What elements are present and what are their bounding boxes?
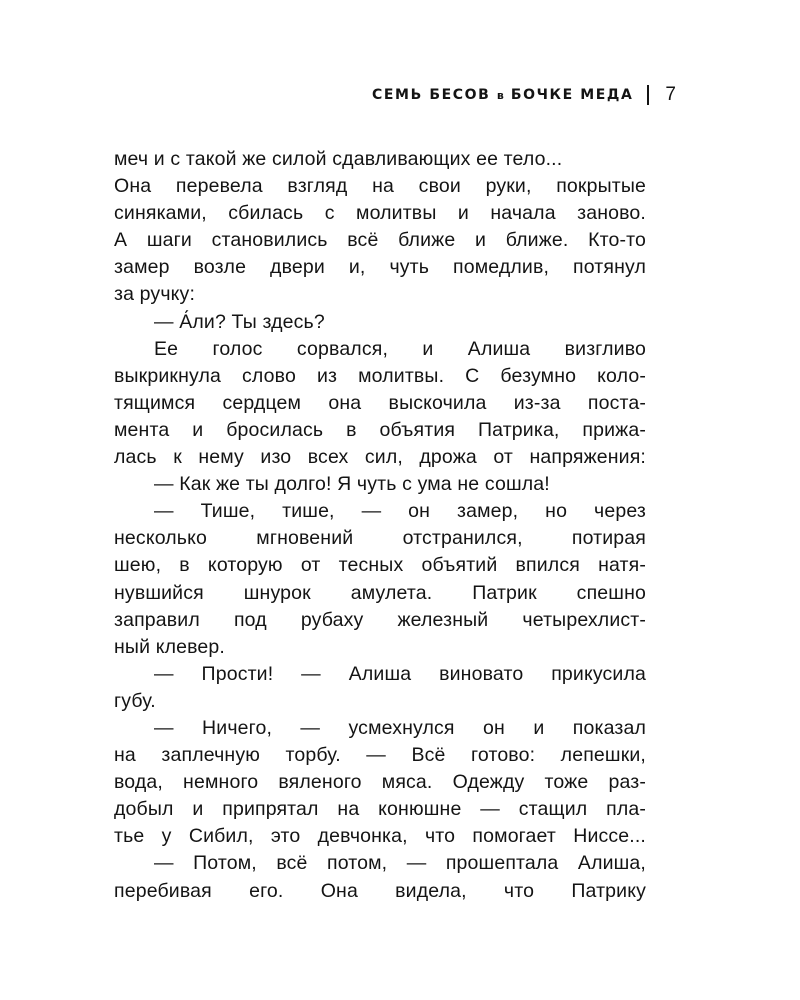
- text-line: нувшийся шнурок амулета. Патрик спешно: [114, 581, 646, 604]
- text-line: заправил под рубаху железный четырехлист-: [114, 608, 646, 631]
- text-line: выкрикнула слово из молитвы. С безумно коло-: [114, 364, 646, 387]
- book-title-part2: БОЧКЕ МЕДА: [510, 87, 634, 103]
- text-line: лась к нему изо всех сил, дрожа от напряжения:: [114, 446, 646, 469]
- book-title: [372, 87, 633, 103]
- header-separator: [647, 85, 649, 105]
- text-line: замер возле двери и, чуть помедлив, потянул: [114, 256, 646, 279]
- book-title-part1: СЕМЬ БЕСОВ: [372, 87, 491, 103]
- page-number: 7: [665, 84, 676, 105]
- text-line: А шаги становились всё ближе и ближе. Кто-то: [114, 229, 646, 252]
- text-line: Она перевела взгляд на свои руки, покрытые: [114, 175, 646, 198]
- text-line: тящимся сердцем она выскочила из-за поста-: [114, 391, 646, 414]
- text-line: — Тише, тише, — он замер, но через: [154, 500, 646, 523]
- text-line: вода, немного вяленого мяса. Одежду тоже раз-: [114, 771, 646, 794]
- text-line: добыл и припрятал на конюшне — стащил пла-: [114, 798, 646, 821]
- text-line: тье у Сибил, это девчонка, что помогает Ниссе...: [114, 825, 646, 848]
- text-line: за ручку:: [114, 283, 196, 306]
- text-line: ный клевер.: [114, 635, 225, 658]
- text-line: перебивая его. Она видела, что Патрику: [114, 879, 646, 902]
- text-line: — А́ли? Ты здесь?: [154, 310, 325, 333]
- text-line: Ее голос сорвался, и Алиша визгливо: [154, 337, 646, 360]
- text-line: — Ничего, — усмехнулся он и показал: [154, 716, 646, 739]
- text-line: — Потом, всё потом, — прошептала Алиша,: [154, 852, 646, 875]
- text-line: на заплечную торбу. — Всё готово: лепешки,: [114, 744, 646, 767]
- text-line: меч и с такой же силой сдавливающих ее тело...: [114, 148, 563, 170]
- body-text: [114, 146, 646, 905]
- text-line: мента и бросилась в объятия Патрика, прижа-: [114, 418, 646, 441]
- text-line: — Как же ты долго! Я чуть с ума не сошла!: [154, 473, 550, 496]
- book-title-small: в: [496, 89, 505, 102]
- text-line: — Прости! — Алиша виновато прикусила: [154, 662, 646, 685]
- text-line: губу.: [114, 689, 156, 712]
- running-head: [372, 82, 676, 108]
- text-line: несколько мгновений отстранился, потирая: [114, 527, 646, 550]
- text-line: шею, в которую от тесных объятий впился натя-: [114, 554, 646, 577]
- text-line: синяками, сбилась с молитвы и начала заново.: [114, 202, 646, 225]
